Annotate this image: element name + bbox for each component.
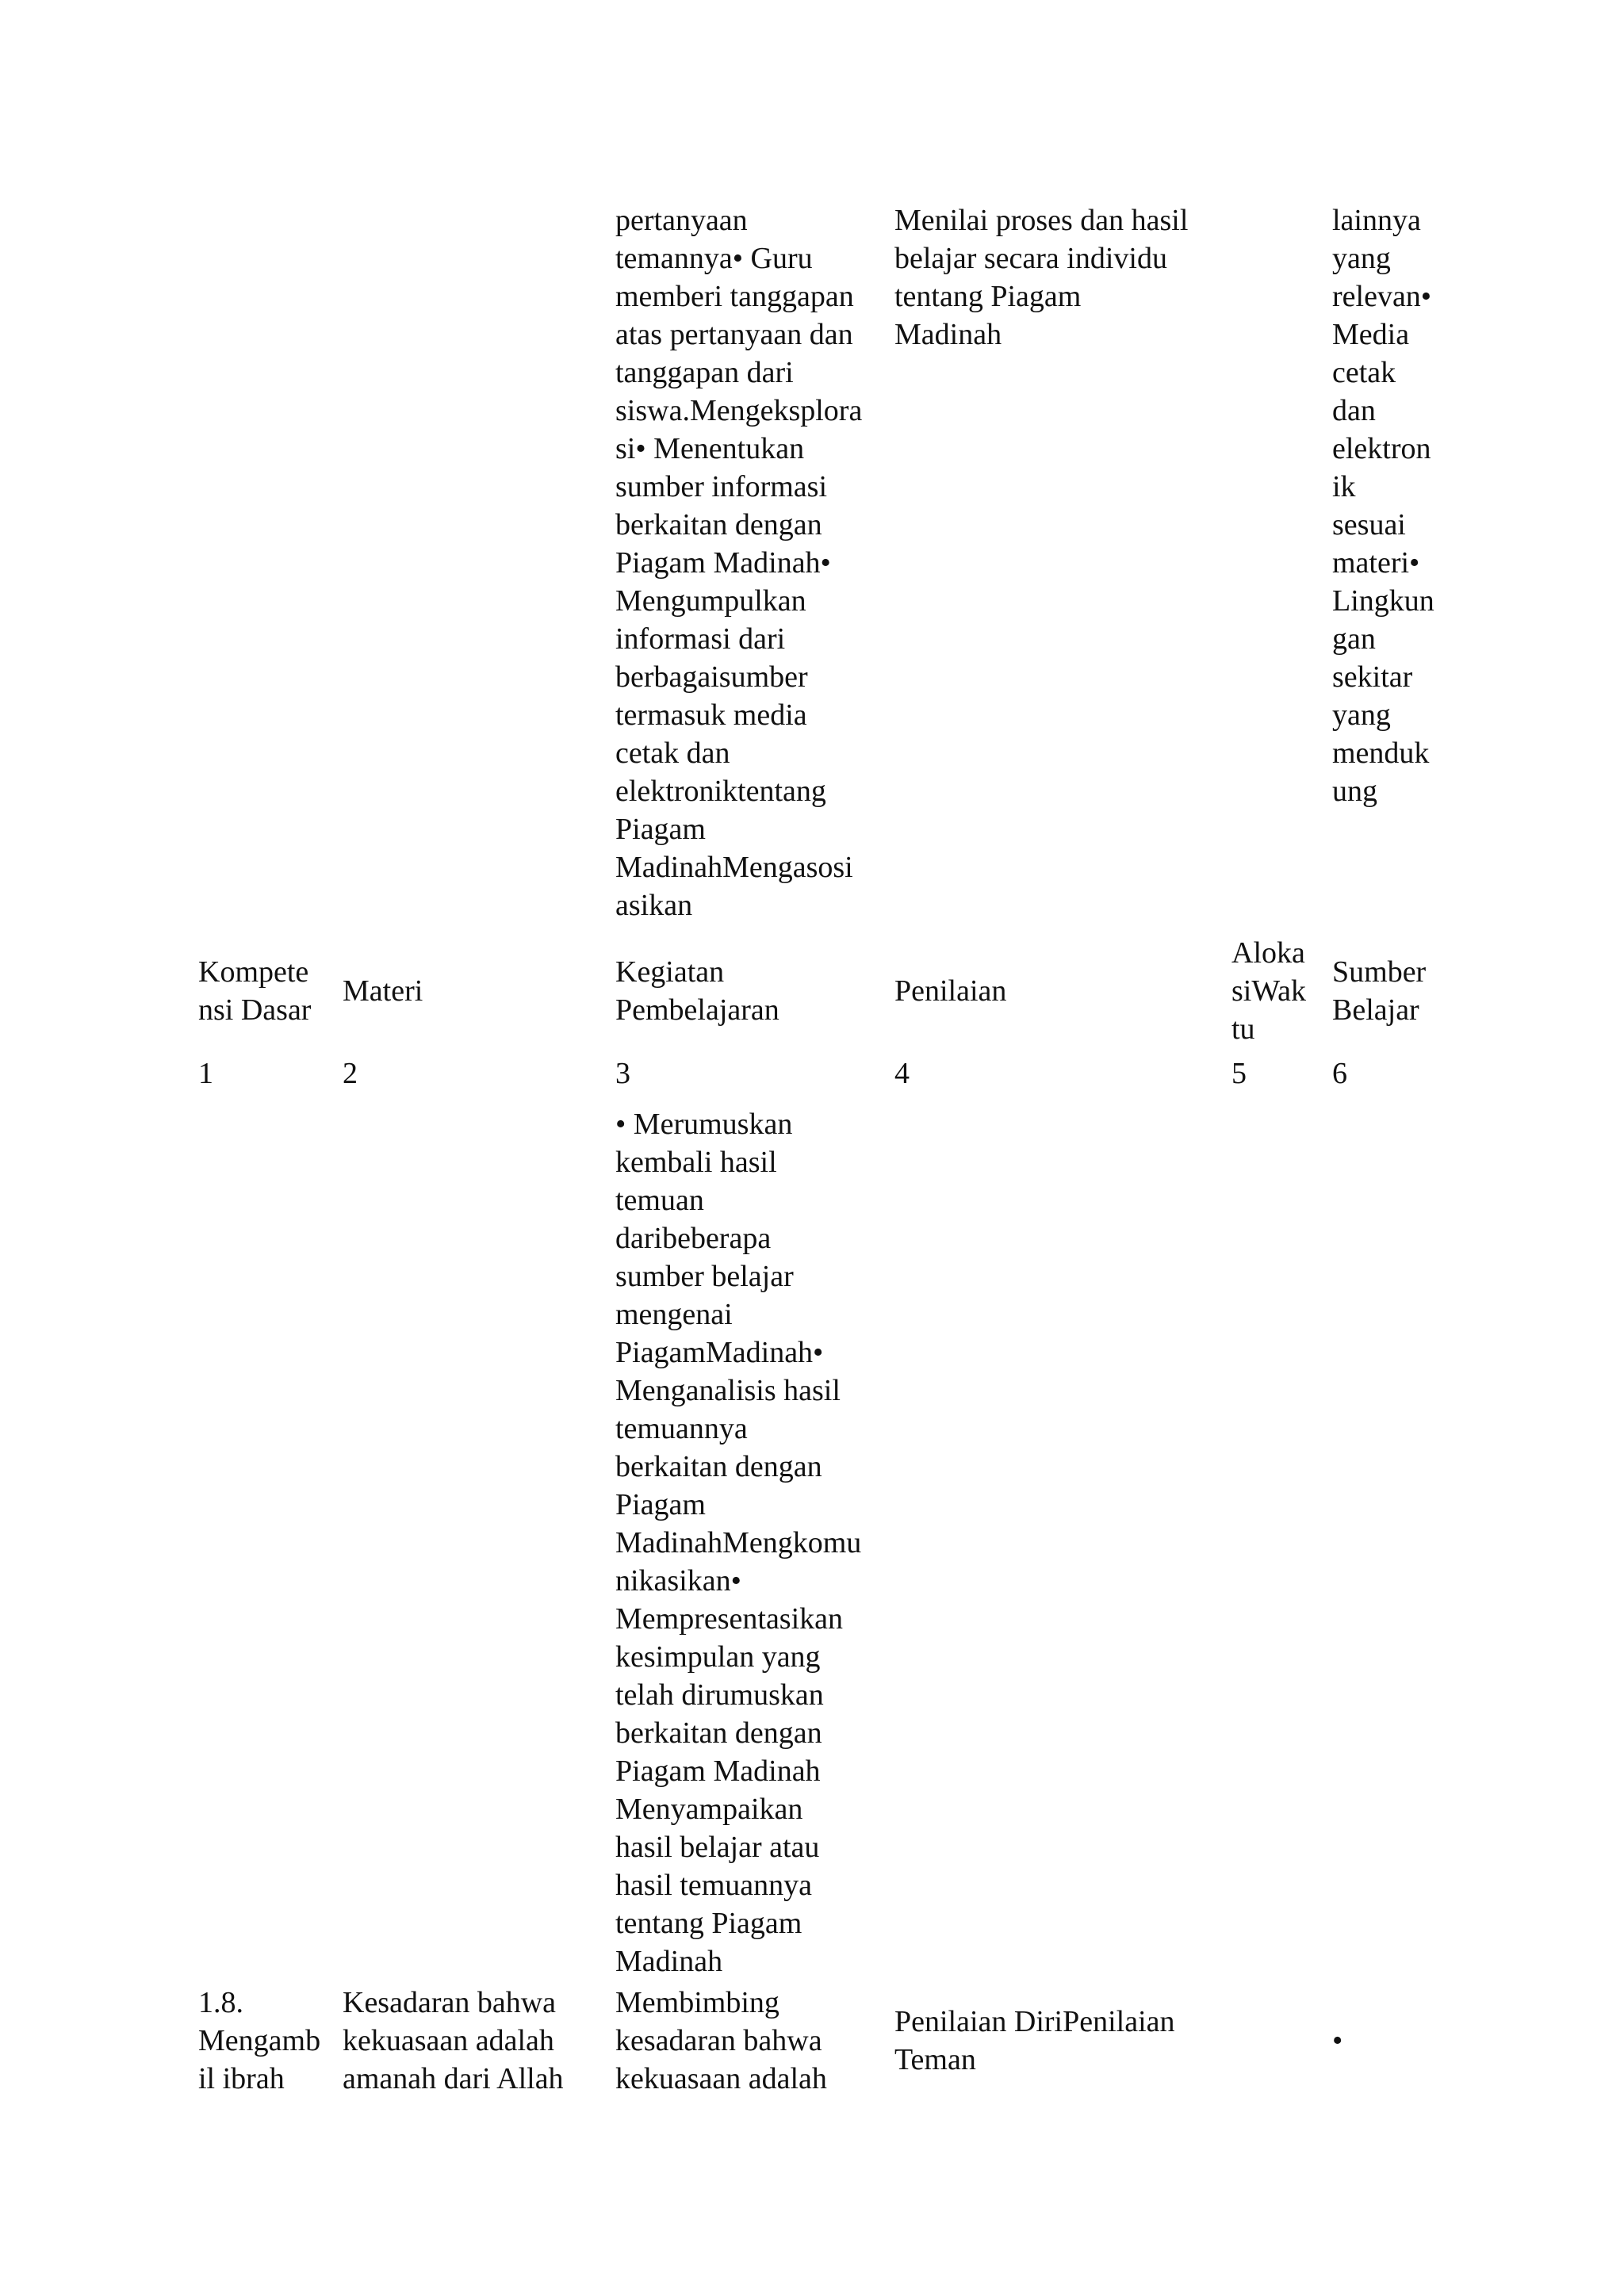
- header-kegiatan-pembelajaran: Kegiatan Pembelajaran: [615, 955, 779, 1027]
- top-sumber-text: lainnya yang relevan• Media cetak dan elektron ik sesuai materi• Lingkun gan sekitar yang menduk ung: [1332, 204, 1434, 808]
- header-materi: Materi: [343, 974, 423, 1008]
- row-1-8-penilaian: Penilaian DiriPenilaian Teman: [894, 2005, 1175, 2076]
- column-number-5: 5: [1231, 1057, 1247, 1090]
- row-1-8-materi: Kesadaran bahwa kekuasaan adalah amanah dari Allah: [343, 1986, 564, 2095]
- header-sumber-belajar: Sumber Belajar: [1332, 955, 1427, 1027]
- row-1-8-sumber-bullet: •: [1332, 2024, 1343, 2057]
- row-1-8-kompetensi: 1.8. Mengamb il ibrah: [198, 1986, 321, 2095]
- column-number-4: 4: [894, 1057, 910, 1090]
- column-number-2: 2: [343, 1057, 358, 1090]
- header-penilaian: Penilaian: [894, 974, 1007, 1008]
- header-kompetensi-dasar: Kompete nsi Dasar: [198, 955, 312, 1027]
- row-1-8-kegiatan: Membimbing kesadaran bahwa kekuasaan adalah: [615, 1986, 827, 2095]
- column-number-3: 3: [615, 1057, 630, 1090]
- header-alokasi-waktu: Aloka siWak tu: [1231, 936, 1307, 1046]
- column-number-1: 1: [198, 1057, 213, 1090]
- column-number-6: 6: [1332, 1057, 1347, 1090]
- middle-kegiatan-text: • Merumuskan kembali hasil temuan daribeberapa sumber belajar mengenai PiagamMadinah• Menganalisis hasil temuannya berkaitan dengan Piagam MadinahMengkomu nikasikan• Mempresentasikan kesimpulan yang telah dirumuskan berkaitan dengan Piagam Madinah Menyampaikan hasil belajar atau hasil temuannya tentang Piagam Madinah: [615, 1108, 862, 1978]
- top-kegiatan-text: pertanyaan temannya• Guru memberi tanggapan atas pertanyaan dan tanggapan dari siswa.Mengeksplora si• Menentukan sumber informasi berkaitan dengan Piagam Madinah• Mengumpulkan informasi dari berbagaisumber termasuk media cetak dan elektroniktentang Piagam MadinahMengasosi asikan: [615, 204, 863, 922]
- top-penilaian-text: Menilai proses dan hasil belajar secara individu tentang Piagam Madinah: [894, 204, 1189, 351]
